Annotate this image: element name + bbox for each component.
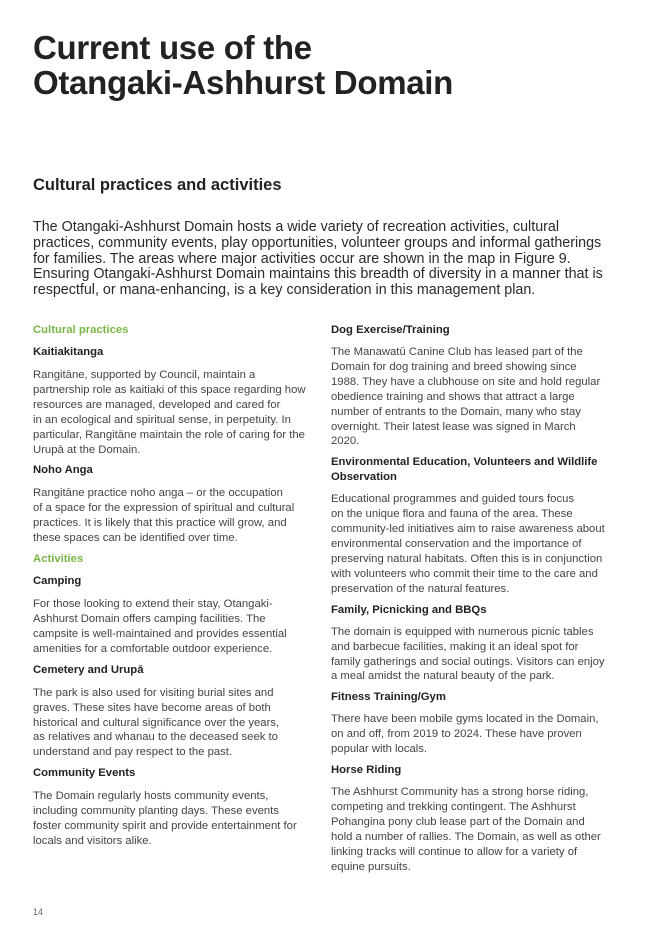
paragraph-line: Rangitāne, supported by Council, maintain a bbox=[33, 369, 256, 381]
paragraph-line: The Ashhurst Community has a strong horse riding, bbox=[331, 786, 589, 799]
horse-riding-heading: Horse Riding bbox=[331, 764, 402, 777]
intro-line: Ensuring Otangaki-Ashhurst Domain maintains this breadth of diversity in a manner that is bbox=[33, 266, 603, 283]
environmental-education-paragraph bbox=[331, 492, 621, 596]
paragraph-line: and barbecue facilities, making it an ideal spot for bbox=[331, 640, 579, 653]
paragraph-line: environmental conservation and the importance of bbox=[331, 538, 582, 551]
paragraph-line: as relatives and whanau to the deceased seek to bbox=[33, 731, 278, 744]
paragraph-line: on and off, from 2019 to 2024. These have proven bbox=[331, 728, 582, 741]
paragraph-line: family gatherings and social outings. Visitors can enjoy bbox=[331, 655, 605, 668]
paragraph-line: 1988. They have a clubhouse on site and hold regular bbox=[331, 375, 601, 388]
noho-anga-paragraph bbox=[33, 486, 318, 546]
intro-line: for families. The areas where major activities occur are shown in the map in Figure 9. bbox=[33, 250, 571, 267]
intro-line: practices, community events, play opportunities, volunteer groups and informal gatherings bbox=[33, 234, 602, 251]
paragraph-line: practices. It is likely that this practice will grow, and bbox=[33, 517, 287, 530]
paragraph-line: on the unique flora and fauna of the area. These bbox=[331, 508, 573, 521]
paragraph-line: obedience training and shows that attract a large bbox=[331, 390, 575, 403]
paragraph-line: equine pursuits. bbox=[331, 860, 411, 873]
community-events-heading: Community Events bbox=[33, 767, 136, 780]
paragraph-line: Rangitāne practice noho anga – or the occupation bbox=[33, 487, 283, 500]
paragraph-line: resources are managed, developed and cared for bbox=[33, 398, 281, 411]
cultural-practices-heading: Cultural practices bbox=[33, 324, 129, 336]
paragraph-line: community-led initiatives aim to raise awareness about bbox=[331, 523, 605, 536]
paragraph-line: The Domain regularly hosts community events, bbox=[33, 790, 269, 803]
paragraph-line: in an ecological and spiritual sense, in perpetuity. In bbox=[33, 413, 291, 426]
dog-exercise-paragraph bbox=[331, 345, 621, 449]
camping-paragraph bbox=[33, 597, 318, 657]
paragraph-line: The Manawatū Canine Club has leased part of the bbox=[331, 346, 583, 358]
paragraph-line: campsite is well-maintained and provides essential bbox=[33, 627, 287, 640]
intro-line: respectful, or mana-enhancing, is a key consideration in this management plan. bbox=[33, 282, 536, 299]
paragraph-line: these spaces can be identified over time. bbox=[33, 532, 238, 545]
paragraph-line: amenities for a comfortable outdoor experience. bbox=[33, 642, 273, 655]
horse-riding-paragraph bbox=[331, 785, 621, 874]
heading-line: Environmental Education, Volunteers and Wildlife bbox=[331, 456, 598, 469]
paragraph-line: competing and trekking contingent. The Ashhurst bbox=[331, 800, 576, 813]
paragraph-line: of a space for the expression of spiritual and cultural bbox=[33, 502, 295, 515]
page-title-line: Otangaki-Ashhurst Domain bbox=[33, 64, 454, 101]
paragraph-line: Educational programmes and guided tours focus bbox=[331, 493, 575, 506]
kaitiakitanga-paragraph bbox=[33, 368, 318, 457]
family-picnicking-heading: Family, Picnicking and BBQs bbox=[331, 603, 487, 616]
paragraph-line: There have been mobile gyms located in the Domain, bbox=[331, 713, 599, 726]
noho-anga-heading: Noho Anga bbox=[33, 464, 93, 477]
paragraph-line: partnership role as kaitiaki of this space regarding how bbox=[33, 383, 306, 396]
intro-paragraph bbox=[33, 220, 623, 299]
paragraph-line: Urupā at the Domain. bbox=[33, 443, 141, 456]
left-column bbox=[33, 322, 318, 849]
section-heading: Cultural practices and activities bbox=[33, 176, 282, 194]
paragraph-line: overnight. Their latest lease was signed in March bbox=[331, 420, 576, 433]
paragraph-line: 2020. bbox=[331, 435, 360, 448]
paragraph-line: foster community spirit and provide entertainment for bbox=[33, 820, 297, 833]
activities-heading: Activities bbox=[33, 553, 84, 566]
paragraph-line: preserving natural habitats. Often this is in conjunction bbox=[331, 552, 603, 565]
dog-exercise-heading: Dog Exercise/Training bbox=[331, 324, 450, 336]
paragraph-line: linking tracks will continue to allow for a variety of bbox=[331, 845, 578, 858]
environmental-education-heading bbox=[331, 455, 621, 485]
page-number: 14 bbox=[33, 907, 44, 917]
community-events-paragraph bbox=[33, 789, 318, 849]
paragraph-line: The park is also used for visiting burial sites and bbox=[33, 686, 274, 699]
heading-line: Observation bbox=[331, 471, 397, 484]
paragraph-line: hold a number of rallies. The Domain, as well as other bbox=[331, 830, 601, 843]
family-picnicking-paragraph bbox=[331, 625, 621, 685]
kaitiakitanga-heading: Kaitiakitanga bbox=[33, 346, 104, 358]
paragraph-line: understand and pay respect to the past. bbox=[33, 746, 233, 759]
paragraph-line: Pohangina pony club lease part of the Domain and bbox=[331, 815, 585, 828]
paragraph-line: popular with locals. bbox=[331, 743, 428, 756]
cemetery-paragraph bbox=[33, 686, 318, 761]
paragraph-line: Domain for dog training and breed showing since bbox=[331, 360, 577, 373]
paragraph-line: number of entrants to the Domain, many who stay bbox=[331, 405, 581, 418]
page-title bbox=[33, 30, 453, 100]
fitness-heading: Fitness Training/Gym bbox=[331, 691, 446, 704]
right-column bbox=[331, 322, 621, 874]
paragraph-line: particular, Rangitāne maintain the role of caring for the bbox=[33, 428, 305, 441]
cemetery-heading: Cemetery and Urupā bbox=[33, 663, 144, 676]
page-title-line: Current use of the bbox=[33, 29, 312, 66]
paragraph-line: with volunteers who commit their time to the care and bbox=[331, 567, 598, 580]
paragraph-line: historical and cultural significance over the years, bbox=[33, 716, 280, 729]
fitness-paragraph bbox=[331, 712, 621, 757]
camping-heading: Camping bbox=[33, 575, 82, 588]
paragraph-line: The domain is equipped with numerous picnic tables bbox=[331, 625, 594, 638]
paragraph-line: a meal amidst the natural beauty of the park. bbox=[331, 670, 555, 683]
paragraph-line: locals and visitors alike. bbox=[33, 834, 152, 847]
paragraph-line: For those looking to extend their stay, Otangaki- bbox=[33, 598, 273, 611]
paragraph-line: graves. These sites have become areas of both bbox=[33, 701, 271, 714]
paragraph-line: including community planting days. These events bbox=[33, 805, 279, 818]
paragraph-line: preservation of the natural features. bbox=[331, 582, 510, 595]
intro-line: The Otangaki-Ashhurst Domain hosts a wide variety of recreation activities, cultural bbox=[33, 219, 560, 235]
paragraph-line: Ashhurst Domain offers camping facilities. The bbox=[33, 612, 266, 625]
